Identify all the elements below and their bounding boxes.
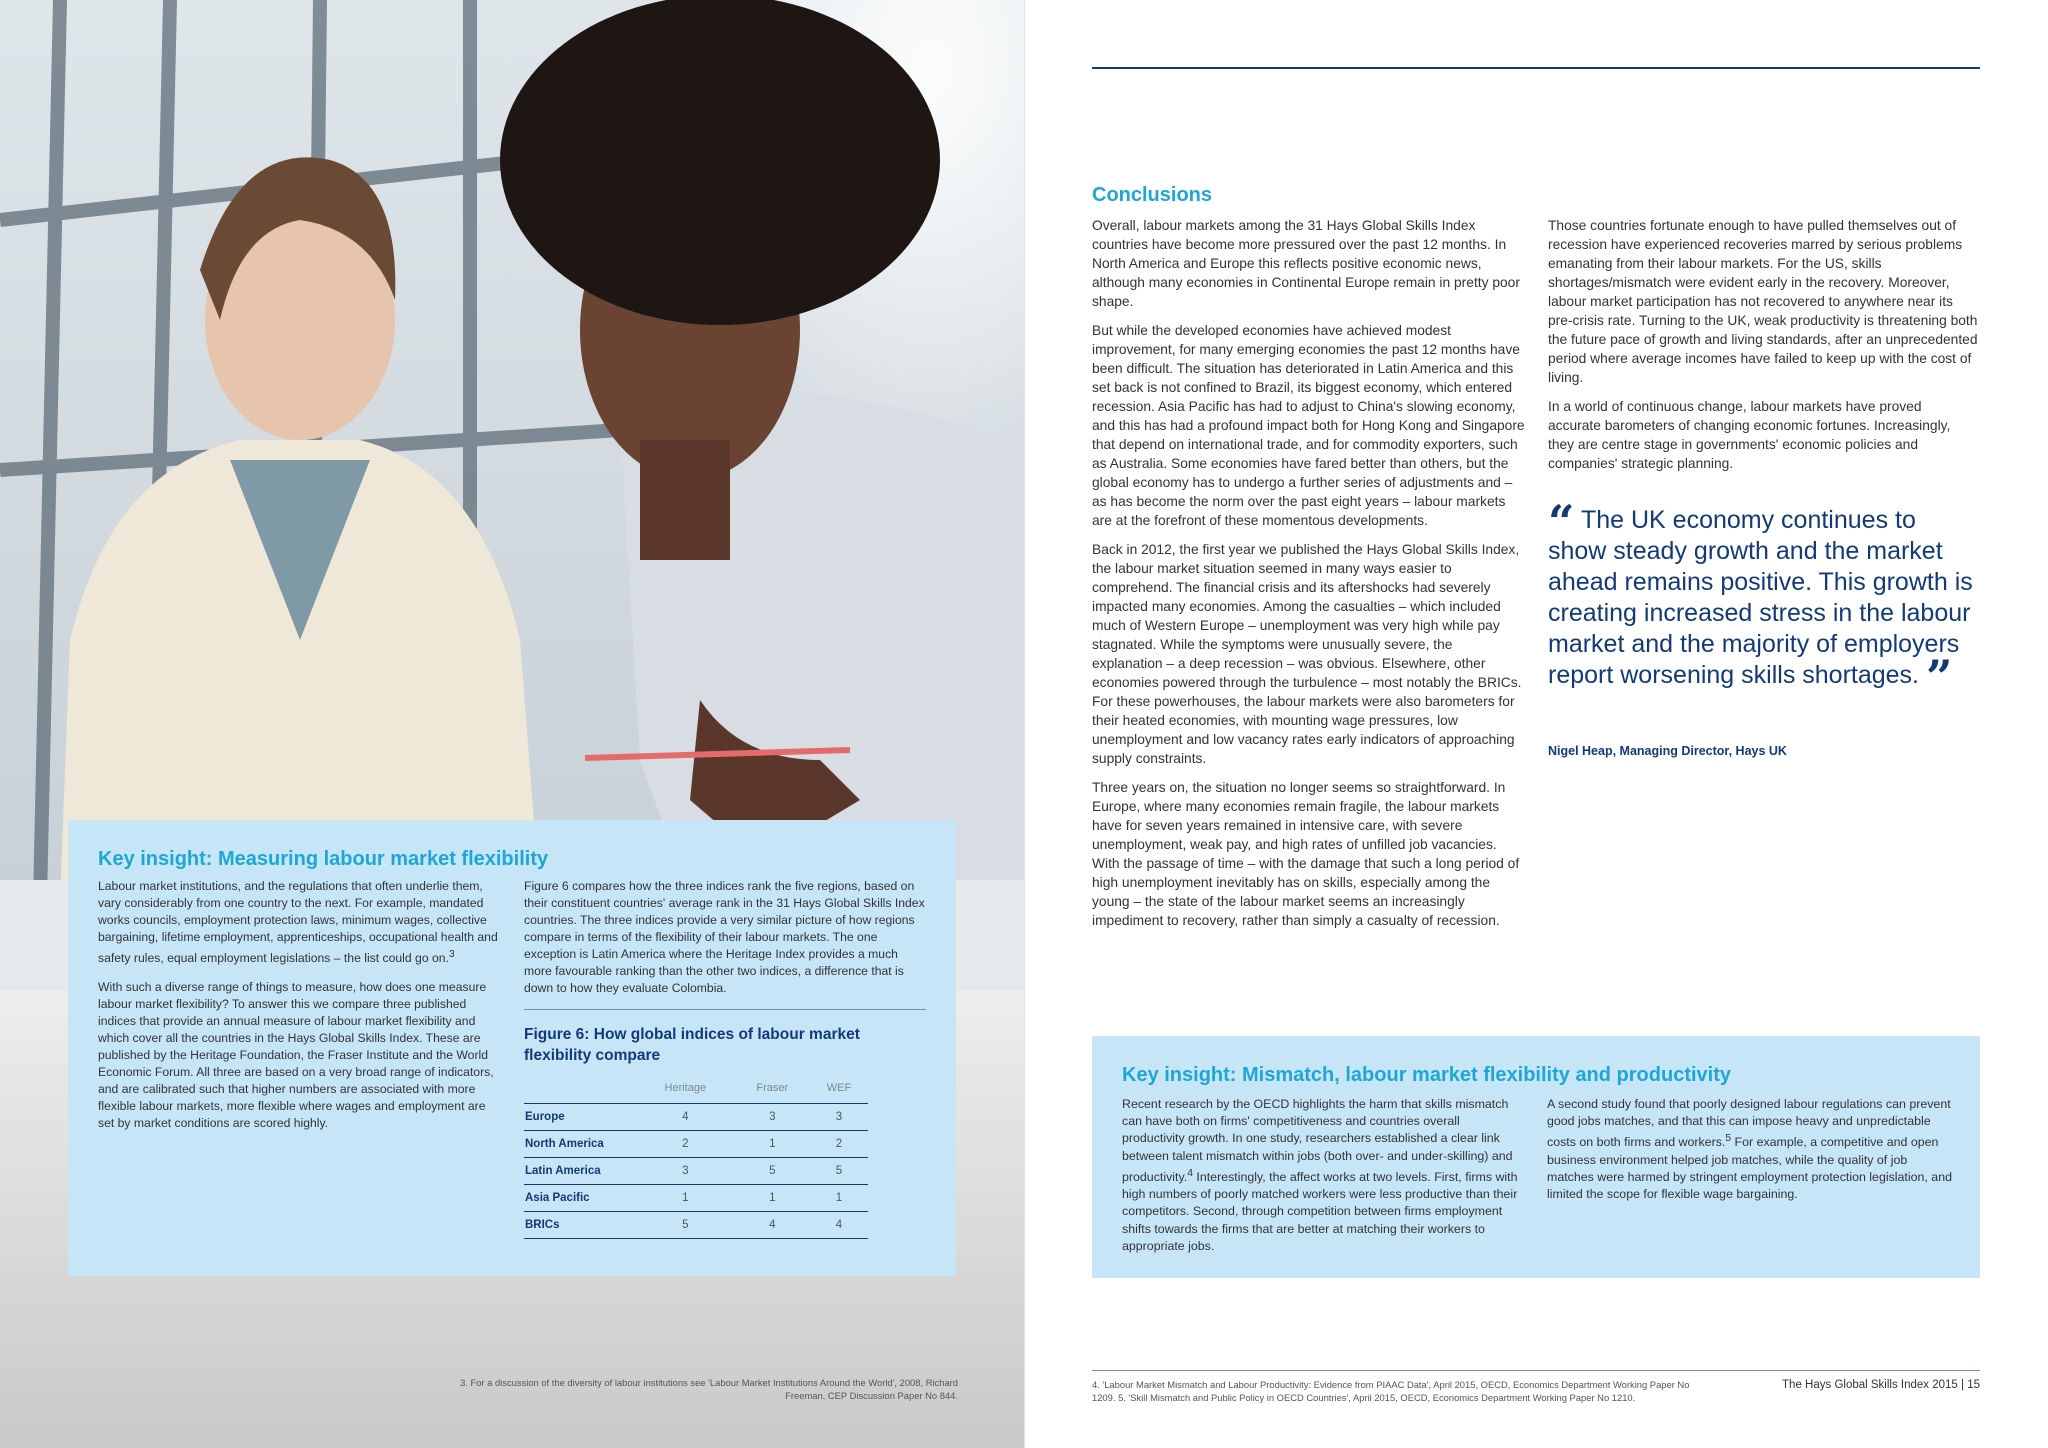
table-cell-wef: 5 <box>810 1158 868 1185</box>
key-insight-mismatch-col1 <box>1122 1096 1522 1255</box>
key-insight-flexibility-col2 <box>524 878 926 1239</box>
table-cell-heritage: 1 <box>636 1185 735 1212</box>
table-cell-wef: 4 <box>810 1212 868 1239</box>
pull-quote <box>1548 495 1978 704</box>
table-row <box>524 1212 868 1239</box>
paragraph: Those countries fortunate enough to have pulled themselves out of recession have experienced recoveries marred by serious problems emanating from their labour markets. For the US, skills shortages/mismatch were evident early in the recovery. Moreover, labour market participation has not recovered to anywhere near its pre-crisis rate. Turning to the UK, weak productivity is threatening both the future pace of growth and living standards, after an unprecedented period where average incomes have failed to keep up with the cost of living. <box>1548 218 1978 385</box>
table-cell-wef: 1 <box>810 1185 868 1212</box>
key-insight-mismatch-col2 <box>1547 1096 1957 1203</box>
paragraph: With such a diverse range of things to measure, how does one measure labour market flexibility? To answer this we compare three published indices that provide an annual measure of labour market flexibility and which cover all the countries in the Hays Global Skills Index. These are published by the Heritage Foundation, the Fraser Institute and the World Economic Forum. All three are based on a very broad range of indicators, and are calibrated such that higher numbers are associated with more flexible labour markets, more flexible where wages and employment are set by market conditions are scored highly. <box>98 980 494 1131</box>
table-header-blank <box>524 1080 636 1104</box>
key-insight-flexibility-title: Key insight: Measuring labour market flexibility <box>98 848 549 870</box>
table-cell-fraser: 5 <box>735 1158 810 1185</box>
table-cell-fraser: 3 <box>735 1104 810 1131</box>
table-cell-fraser: 1 <box>735 1185 810 1212</box>
paragraph <box>98 878 500 967</box>
paragraph: Figure 6 compares how the three indices rank the five regions, based on their constituent countries' average rank in the 31 Hays Global Skills Index countries. The three indices provide a very similar picture of how regions compare in terms of the flexibility of their labour markets. The one exception is Latin America where the Heritage Index provides a much more favourable ranking than the other two indices, a difference that is down to how they evaluate Colombia. <box>524 879 925 995</box>
pull-quote-text: The UK economy continues to show steady growth and the market ahead remains positive. This growth is creating increased stress in the labour market and the majority of employers report worsening skills shortages. <box>1548 506 1973 689</box>
page-gutter <box>1024 0 1025 1448</box>
conclusions-col1 <box>1092 216 1526 940</box>
paragraph: But while the developed economies have achieved modest improvement, for many emerging economies the past 12 months have been difficult. The situation has deteriorated in Latin America and this set back is not confined to Brazil, its biggest economy, which entered recession. Asia Pacific has had to adjust to China's slowing economy, and this has had a profound impact both for Hong Kong and Singapore that depend on international trade, and for commodity exporters, such as Australia. Some economies have fared better than others, but the global economy has to undergo a further series of adjustments and – as has become the norm over the past eight years – labour markets are at the forefront of these momentous developments. <box>1092 323 1525 528</box>
footnote-ref[interactable]: 5 <box>1725 1133 1732 1145</box>
footer-rule <box>1092 1370 1980 1371</box>
footnote-3: 3. For a discussion of the diversity of labour institutions see 'Labour Market Institutions Around the World', 2008, Richard Freeman, CEP Discussion Paper No 844. <box>460 1377 958 1401</box>
table-header-heritage: Heritage <box>664 1082 707 1094</box>
table-cell-region: BRICs <box>524 1212 636 1239</box>
table-cell-fraser: 4 <box>735 1212 810 1239</box>
table-cell-heritage: 2 <box>636 1131 735 1158</box>
table-cell-heritage: 3 <box>636 1158 735 1185</box>
paragraph: In a world of continuous change, labour markets have proved accurate barometers of changing economic fortunes. Increasingly, they are centre stage in governments' economic policies and companies' strategic planning. <box>1548 399 1951 471</box>
table-header-wef: WEF <box>826 1082 852 1094</box>
table-cell-heritage: 4 <box>636 1104 735 1131</box>
paragraph-text: Labour market institutions, and the regulations that often underlie them, vary considerably from one country to the next. For example, mandated works councils, employment protection laws, minimum wages, collective bargaining, lifetime employment, apprenticeships, occupational health and safety rules, equal employment legislations – the list could go on. <box>98 879 498 966</box>
key-insight-mismatch-title: Key insight: Mismatch, labour market flexibility and productivity <box>1122 1064 1732 1086</box>
table-header-fraser: Fraser <box>756 1082 789 1094</box>
paragraph-text: For example, a competitive and open business environment helped job matches, while the quality of job matches were harmed by stringent employment protection legislation, and limited the scope for flexible wage bargaining. <box>1547 1135 1952 1202</box>
table-cell-wef: 2 <box>810 1131 868 1158</box>
table-row <box>524 1131 868 1158</box>
table-cell-region: North America <box>524 1131 636 1158</box>
paragraph: Three years on, the situation no longer seems so straightforward. In Europe, where many economies remain fragile, the labour markets have for seven years remained in intensive care, with severe unemployment, weak pay, and high rates of unfilled job vacancies. With the passage of time – with the damage that such a long period of high unemployment inevitably has on skills, especially among the young – the state of the labour market seems an increasingly impediment to recovery, rather than simply a casualty of recession. <box>1092 780 1520 928</box>
table-cell-region: Asia Pacific <box>524 1185 636 1212</box>
table-cell-heritage: 5 <box>636 1212 735 1239</box>
table-row <box>524 1185 868 1212</box>
top-rule <box>1092 67 1980 69</box>
footnote-ref[interactable]: 3 <box>448 949 455 960</box>
figure-divider <box>524 1009 926 1010</box>
conclusions-col2 <box>1548 216 1978 483</box>
figure-6-table <box>524 1080 868 1239</box>
table-cell-region: Latin America <box>524 1158 636 1185</box>
paragraph: Back in 2012, the first year we published the Hays Global Skills Index, the labour market situation seemed in many ways easier to comprehend. The financial crisis and its aftershocks had severely impacted many economies. Among the casualties – which included much of Western Europe – unemployment was very high while pay stagnated. While the symptoms were unusually severe, the explanation – a deep recession – was obvious. Elsewhere, other economies powered through the turbulence – most notably the BRICs. For these powerhouses, the labour markets were also barometers for their heated economies, with mounting wage pressures, low unemployment and low vacancy rates early indicators of approaching supply constraints. <box>1092 542 1522 766</box>
open-quote-icon: “ <box>1548 495 1575 549</box>
paragraph-text: Recent research by the OECD highlights the harm that skills mismatch can have both on firms' competitiveness and countries overall productivity growth. In one study, researchers established a clear link between talent mismatch within jobs (both over- and under-skilling) and productivity. <box>1122 1097 1513 1184</box>
close-quote-icon: ” <box>1925 650 1953 704</box>
paragraph-text: A second study found that poorly designed labour regulations can prevent good jobs matches, and that this can impose heavy and unpredictable costs on both firms and workers. <box>1547 1097 1951 1150</box>
table-cell-fraser: 1 <box>735 1131 810 1158</box>
table-row <box>524 1104 868 1131</box>
paragraph: Overall, labour markets among the 31 Hays Global Skills Index countries have become more pressured over the past 12 months. In North America and Europe this reflects positive economic news, although many economies in Continental Europe remain in pretty poor shape. <box>1092 218 1520 309</box>
key-insight-flexibility-box <box>68 820 956 1276</box>
key-insight-mismatch-box <box>1092 1036 1980 1278</box>
paragraph-text: Interestingly, the affect works at two levels. First, firms with high numbers of poorly matched workers were less productive than their competitors. Second, through competition between firms employment shifts towards the firms that are better at matching their workers to appropriate jobs. <box>1122 1169 1518 1253</box>
footnote-ref[interactable]: 4 <box>1187 1167 1193 1179</box>
figure-6-title: Figure 6: How global indices of labour market flexibility compare <box>524 1026 860 1064</box>
key-insight-flexibility-col1 <box>98 878 500 1144</box>
conclusions-heading: Conclusions <box>1092 184 1213 206</box>
table-cell-wef: 3 <box>810 1104 868 1131</box>
table-header-row <box>524 1080 868 1104</box>
pull-quote-attribution: Nigel Heap, Managing Director, Hays UK <box>1548 744 1787 758</box>
footnotes-4-5: 4. 'Labour Market Mismatch and Labour Productivity: Evidence from PIAAC Data', April 2015, OECD, Economics Department Working Paper No 1209. 5. 'Skill Mismatch and Public Policy in OECD Countries', April 2015, OECD, Economics Department Working Paper No 1210. <box>1092 1379 1690 1403</box>
table-row <box>524 1158 868 1185</box>
page-number: The Hays Global Skills Index 2015 | 15 <box>1782 1379 1980 1391</box>
table-cell-region: Europe <box>524 1104 636 1131</box>
